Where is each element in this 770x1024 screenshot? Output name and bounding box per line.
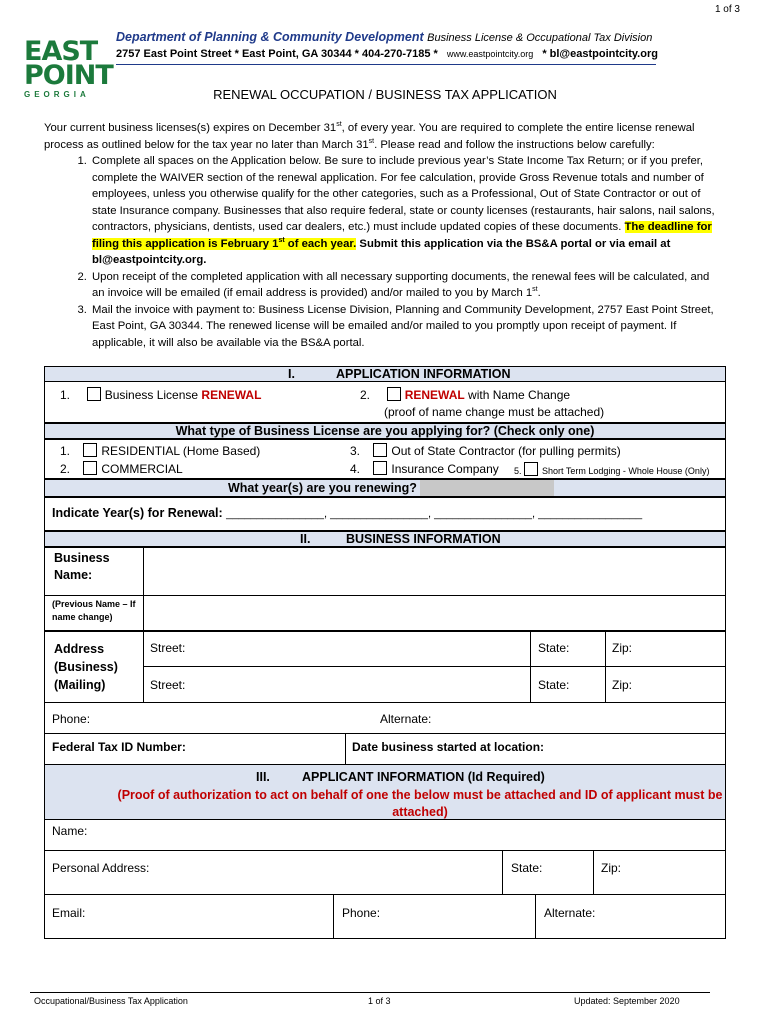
instructions [44,120,724,351]
type-insurance: 4. Insurance Company [350,462,499,476]
header-divider [116,64,656,65]
applicant-email-label: Email: [52,906,86,920]
instruction-item-2: 2. Upon receipt of the completed application with all necessary supporting documents, the renewal fees will be calculated, and an invoice will be emailed (if email address is provided) and/or mailed to you by March 1st. [90,269,724,302]
type-short-term-lodging: 5. Short Term Lodging - Whole House (Only) [514,462,709,476]
renewal-option-2: 2. RENEWAL with Name Change [360,388,571,402]
alternate-phone-label: Alternate: [380,712,432,726]
mailing-state-label: State: [538,678,570,692]
out-of-state-checkbox[interactable] [373,443,387,457]
federal-tax-id-label: Federal Tax ID Number: [52,740,186,754]
department-header [116,30,652,44]
short-term-lodging-checkbox[interactable] [524,462,538,476]
previous-name-label: (Previous Name – If name change) [52,599,136,622]
mailing-street-label: Street: [150,678,186,692]
applicant-phone-label: Phone: [342,906,381,920]
business-name-input[interactable] [143,547,726,596]
business-street-input[interactable] [143,631,531,667]
page-number: 1 of 3 [714,4,740,15]
years-question: What year(s) are you renewing? [228,481,417,495]
residential-checkbox[interactable] [83,443,97,457]
contact-line [116,48,658,60]
section3-proof-note: (Proof of authorization to act on behalf of one the below must be attached and ID of applicant must be attached) [117,788,723,819]
date-started-label: Date business started at location: [352,740,545,754]
previous-name-input[interactable] [143,595,726,631]
indicate-years-label: Indicate Year(s) for Renewal: [52,506,223,520]
website-link[interactable]: www.eastpointcity.org [446,49,534,59]
footer-page-number: 1 of 3 [368,996,391,1006]
type-commercial: 2. COMMERCIAL [60,462,183,476]
personal-address-label: Personal Address: [52,861,150,875]
address-label: Address (Business) (Mailing) [54,642,118,692]
section2-numeral: II. [300,532,311,546]
section2-heading: BUSINESS INFORMATION [346,532,501,546]
commercial-checkbox[interactable] [83,461,97,475]
name-change-note: (proof of name change must be attached) [384,405,605,419]
intro-paragraph: Your current business licenses(s) expires on December 31st, of every year. You are required to complete the entire license renewal process as outlined below for the tax year no later than March 31st. Please read and follow the instructions below carefully: [44,121,695,151]
renewal-option-1: 1. Business License RENEWAL [60,388,262,402]
indicate-years-row [52,506,642,520]
personal-zip-label: Zip: [601,861,622,875]
indicate-years-blanks[interactable]: ________________, ________________, ________________, _________________ [226,508,643,520]
applicant-email-input[interactable] [44,894,334,939]
footer-form-name: Occupational/Business Tax Application [34,996,188,1006]
personal-state-label: State: [511,861,543,875]
division-name: Business License & Occupational Tax Division [427,32,653,44]
phone-label: Phone: [52,712,91,726]
section3-heading: APPLICANT INFORMATION (Id Required) [302,770,545,784]
years-field[interactable] [420,480,554,496]
renewal-checkbox[interactable] [87,387,101,401]
logo-east: EAST [24,36,98,67]
logo-point: POINT [24,60,113,91]
email-link[interactable]: * bl@eastpointcity.org [542,48,658,60]
business-zip-label: Zip: [612,641,633,655]
business-street-label: Street: [150,641,186,655]
instruction-item-3: 3. Mail the invoice with payment to: Business License Division, Planning and Community Development, 2757 East Point Street, East Point, GA 30344. The renewed license will be emailed and/or mailed to you promptly upon receipt of payment. If applicable, it will also be available via the BS&A portal. [90,302,724,352]
mailing-street-input[interactable] [143,666,531,703]
footer-divider [30,992,710,993]
address-text: 2757 East Point Street * East Point, GA 30344 * 404-270-7185 * [116,48,438,60]
section3-numeral: III. [256,770,270,784]
mailing-zip-label: Zip: [612,678,633,692]
page-title: RENEWAL OCCUPATION / BUSINESS TAX APPLICATION [213,87,557,102]
section1-numeral: I. [288,367,295,381]
applicant-name-label: Name: [52,824,88,838]
renewal-name-change-checkbox[interactable] [387,387,401,401]
applicant-name-input[interactable] [44,819,726,851]
type-out-of-state: 3. Out of State Contractor (for pulling permits) [350,444,621,458]
business-state-label: State: [538,641,570,655]
applicant-alternate-label: Alternate: [544,906,596,920]
department-name: Department of Planning & Community Development [116,30,424,44]
license-type-question: What type of Business License are you applying for? (Check only one) [175,424,595,438]
footer-updated: Updated: September 2020 [574,996,680,1006]
insurance-checkbox[interactable] [373,461,387,475]
logo-georgia: GEORGIA [24,90,90,99]
section1-heading: APPLICATION INFORMATION [336,367,511,381]
type-residential: 1. RESIDENTIAL (Home Based) [60,444,261,458]
instruction-item-1: 1. Complete all spaces on the Application below. Be sure to include previous year’s State Income Tax Return; or if you prefer, complete the WAIVER section of the renewal application. For fee calculation, provide Gross Revenue totals and number of employees, unless you otherwise qualify for the other categories, such as a Professional, Out of State Contractor or out of state Insurance company. Businesses that also require federal, state or county licenses (restaurants, hair salons, nail salons, contractors, physicians, dentists, used car dealers, etc.) must include updated copies of these documents. The deadline for filing this application is February 1st of each year. Submit this application via the BS&A portal or via email at bl@eastpointcity.org. [90,153,724,269]
business-name-label: Business Name: [54,551,110,582]
